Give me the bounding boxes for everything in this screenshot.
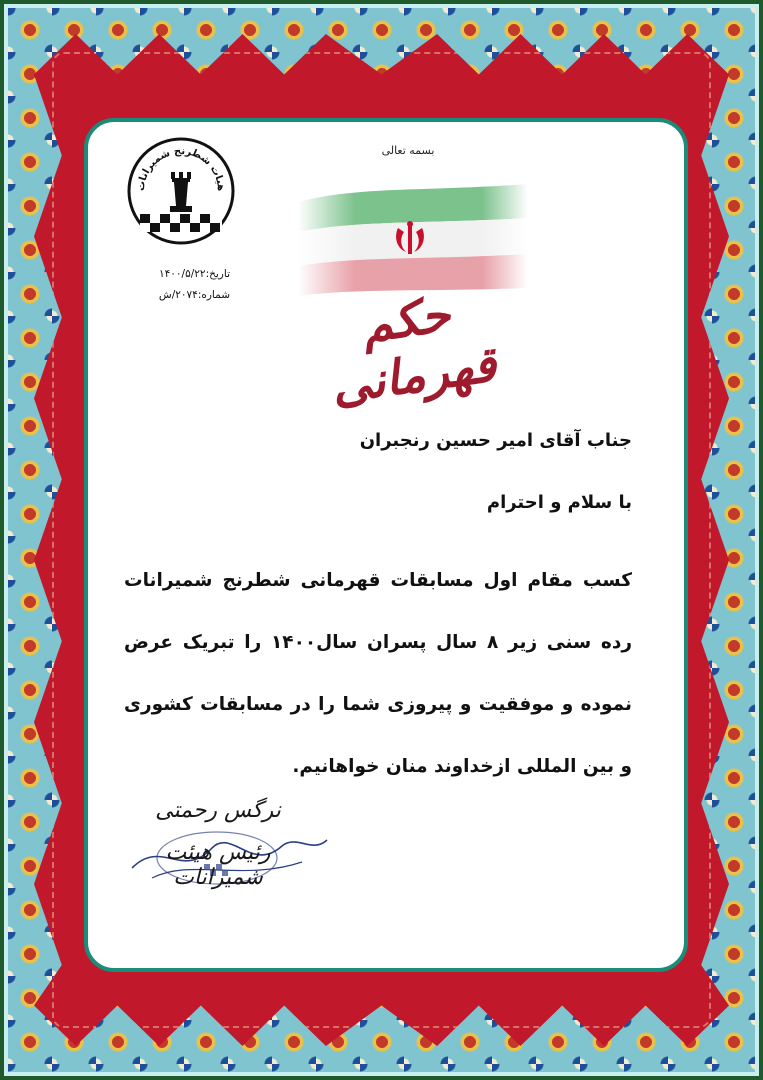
letter-body: کسب مقام اول مسابقات قهرمانی شطرنج شمیرانات رده سنی زیر ۸ سال پسران سال۱۴۰۰ را تبریک عرض نموده و موفقیت و پیروزی شما را در مسابقات کشوری و بین المللی ازخداوند منان خواهانیم. — [124, 570, 632, 777]
logo-text: هیات شطرنج شمیرانات — [135, 145, 227, 192]
greeting: با سلام و احترام — [486, 492, 632, 513]
invocation-text: بسمه تعالی — [381, 144, 435, 157]
addressee: جناب آقای امیر حسین رنجبران — [359, 430, 632, 451]
certificate-panel — [84, 118, 688, 972]
chess-board-logo — [126, 136, 236, 246]
letter-number: شماره:۲۰۷۴/ش — [158, 289, 230, 301]
signer-role: رئیس هیئت شمیرانات — [165, 840, 271, 890]
letter-date: تاریخ:۱۴۰۰/۵/۲۲ — [159, 268, 230, 280]
chessboard-strip — [140, 214, 222, 232]
signer-name: نرگس رحمتی — [155, 798, 281, 823]
certificate-title: حکم قهرمانی — [328, 286, 500, 415]
